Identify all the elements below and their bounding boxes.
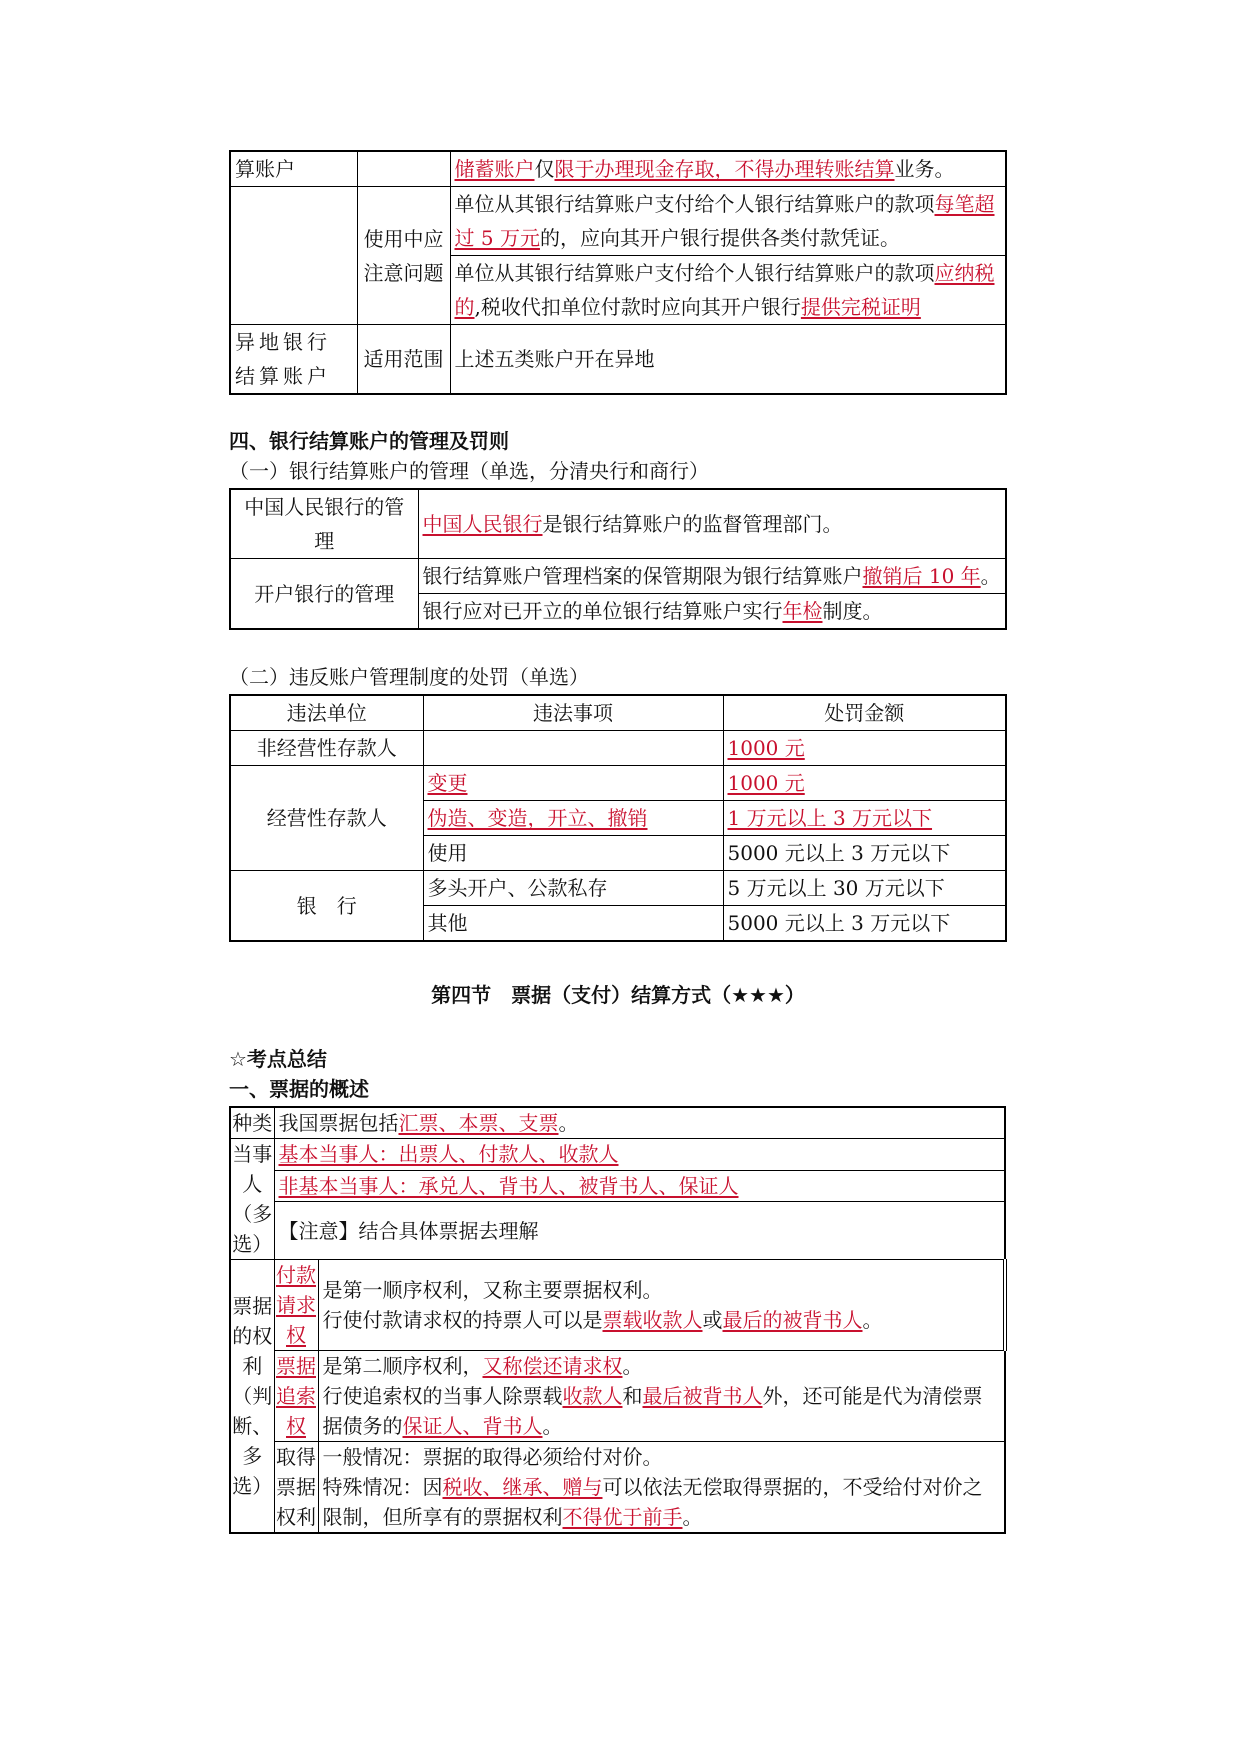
party-cell: 非基本当事人：承兑人、背书人、被背书人、保证人 bbox=[274, 1170, 1005, 1202]
settlement-account-table-continued bbox=[229, 150, 1007, 395]
rights-label-cell: 票据的权利（判断、多选） bbox=[230, 1260, 274, 1534]
item-cell: 多头开户、公款私存 bbox=[423, 871, 723, 906]
summary-heading: ☆考点总结 bbox=[229, 1047, 327, 1071]
table-row bbox=[230, 1442, 1005, 1534]
column-header: 处罚金额 bbox=[723, 695, 1006, 731]
kind-cell: 我国票据包括汇票、本票、支票。 bbox=[274, 1107, 1005, 1139]
bank-label-cell: 开户银行的管理 bbox=[230, 559, 418, 630]
item-cell: 变更 bbox=[423, 766, 723, 801]
party-label-cell: 当事人（多选） bbox=[230, 1139, 274, 1260]
chapter-section-title: 第四节 票据（支付）结算方式（★★★） bbox=[431, 983, 805, 1007]
fine-cell: 1000 元 bbox=[723, 766, 1006, 801]
right-type-cell: 取得票据权利 bbox=[274, 1442, 318, 1534]
table-row bbox=[230, 1170, 1005, 1202]
right-desc-cell: 是第一顺序权利，又称主要票据权利。 行使付款请求权的持票人可以是票载收款人或最后的被背书人。 bbox=[318, 1260, 1005, 1351]
section-heading: 四、银行结算账户的管理及罚则 bbox=[229, 429, 509, 453]
violator-cell: 经营性存款人 bbox=[230, 766, 423, 871]
rule-cell: 单位从其银行结算账户支付给个人银行结算账户的款项应纳税的,税收代扣单位付款时应向其开户银行提供完税证明 bbox=[450, 256, 1006, 325]
right-type-cell: 票据追索权 bbox=[274, 1351, 318, 1442]
account-type-cell: 异地银行结算账户 bbox=[230, 325, 357, 395]
table-row bbox=[230, 766, 1006, 801]
table-header-row bbox=[230, 695, 1006, 731]
pboc-label-cell: 中国人民银行的管理 bbox=[230, 489, 418, 559]
fine-cell: 5000 元以上 3 万元以下 bbox=[723, 836, 1006, 871]
penalty-table bbox=[229, 694, 1007, 942]
table-row bbox=[230, 489, 1006, 559]
fine-cell: 1000 元 bbox=[723, 731, 1006, 766]
subsection-heading: （一）银行结算账户的管理（单选，分清央行和商行） bbox=[229, 459, 709, 483]
bank-rule-cell: 银行应对已开立的单位银行结算账户实行年检制度。 bbox=[418, 594, 1006, 630]
pboc-rule-cell: 中国人民银行是银行结算账户的监督管理部门。 bbox=[418, 489, 1006, 559]
section-heading: 一、票据的概述 bbox=[229, 1077, 369, 1101]
rule-cell: 储蓄账户仅限于办理现金存取，不得办理转账结算业务。 bbox=[450, 151, 1006, 187]
scope-label-cell: 适用范围 bbox=[357, 325, 450, 395]
subsection-heading: （二）违反账户管理制度的处罚（单选） bbox=[229, 665, 589, 689]
table-row bbox=[230, 1139, 1005, 1171]
table-row bbox=[230, 325, 1006, 395]
table-row bbox=[230, 151, 1006, 187]
right-desc-cell: 是第二顺序权利，又称偿还请求权。 行使追索权的当事人除票载收款人和最后被背书人外，还可能是代为清偿票据债务的保证人、背书人。 bbox=[318, 1351, 1005, 1442]
empty-cell bbox=[357, 151, 450, 187]
table-row bbox=[230, 187, 1006, 256]
notes-label-cell: 使用中应注意问题 bbox=[357, 187, 450, 325]
column-header: 违法单位 bbox=[230, 695, 423, 731]
item-cell: 伪造、变造，开立、撤销 bbox=[423, 801, 723, 836]
rule-cell: 单位从其银行结算账户支付给个人银行结算账户的款项每笔超过 5 万元的，应向其开户银行提供各类付款凭证。 bbox=[450, 187, 1006, 256]
kind-label-cell: 种类 bbox=[230, 1107, 274, 1139]
bill-overview-table bbox=[229, 1106, 1007, 1534]
table-row bbox=[230, 1107, 1005, 1139]
table-row bbox=[230, 731, 1006, 766]
table-row bbox=[230, 559, 1006, 594]
item-cell bbox=[423, 731, 723, 766]
party-note-cell: 【注意】结合具体票据去理解 bbox=[274, 1202, 1005, 1260]
item-cell: 其他 bbox=[423, 906, 723, 942]
account-type-cell: 算账户 bbox=[230, 151, 357, 187]
fine-cell: 5000 元以上 3 万元以下 bbox=[723, 906, 1006, 942]
bank-rule-cell: 银行结算账户管理档案的保管期限为银行结算账户撤销后 10 年。 bbox=[418, 559, 1006, 594]
table-row bbox=[230, 1351, 1005, 1442]
right-desc-cell: 一般情况：票据的取得必须给付对价。 特殊情况：因税收、继承、赠与可以依法无偿取得票据的，不受给付对价之限制，但所享有的票据权利不得优于前手。 bbox=[318, 1442, 1005, 1534]
fine-cell: 5 万元以上 30 万元以下 bbox=[723, 871, 1006, 906]
scope-cell: 上述五类账户开在异地 bbox=[450, 325, 1006, 395]
party-cell: 基本当事人：出票人、付款人、收款人 bbox=[274, 1139, 1005, 1171]
table-row bbox=[230, 1202, 1005, 1260]
violator-cell: 银 行 bbox=[230, 871, 423, 942]
empty-cell bbox=[230, 187, 357, 325]
right-type-cell: 付款请求权 bbox=[274, 1260, 318, 1351]
violator-cell: 非经营性存款人 bbox=[230, 731, 423, 766]
table-row bbox=[230, 1260, 1005, 1351]
item-cell: 使用 bbox=[423, 836, 723, 871]
table-row bbox=[230, 871, 1006, 906]
fine-cell: 1 万元以上 3 万元以下 bbox=[723, 801, 1006, 836]
account-management-table bbox=[229, 488, 1007, 630]
column-header: 违法事项 bbox=[423, 695, 723, 731]
